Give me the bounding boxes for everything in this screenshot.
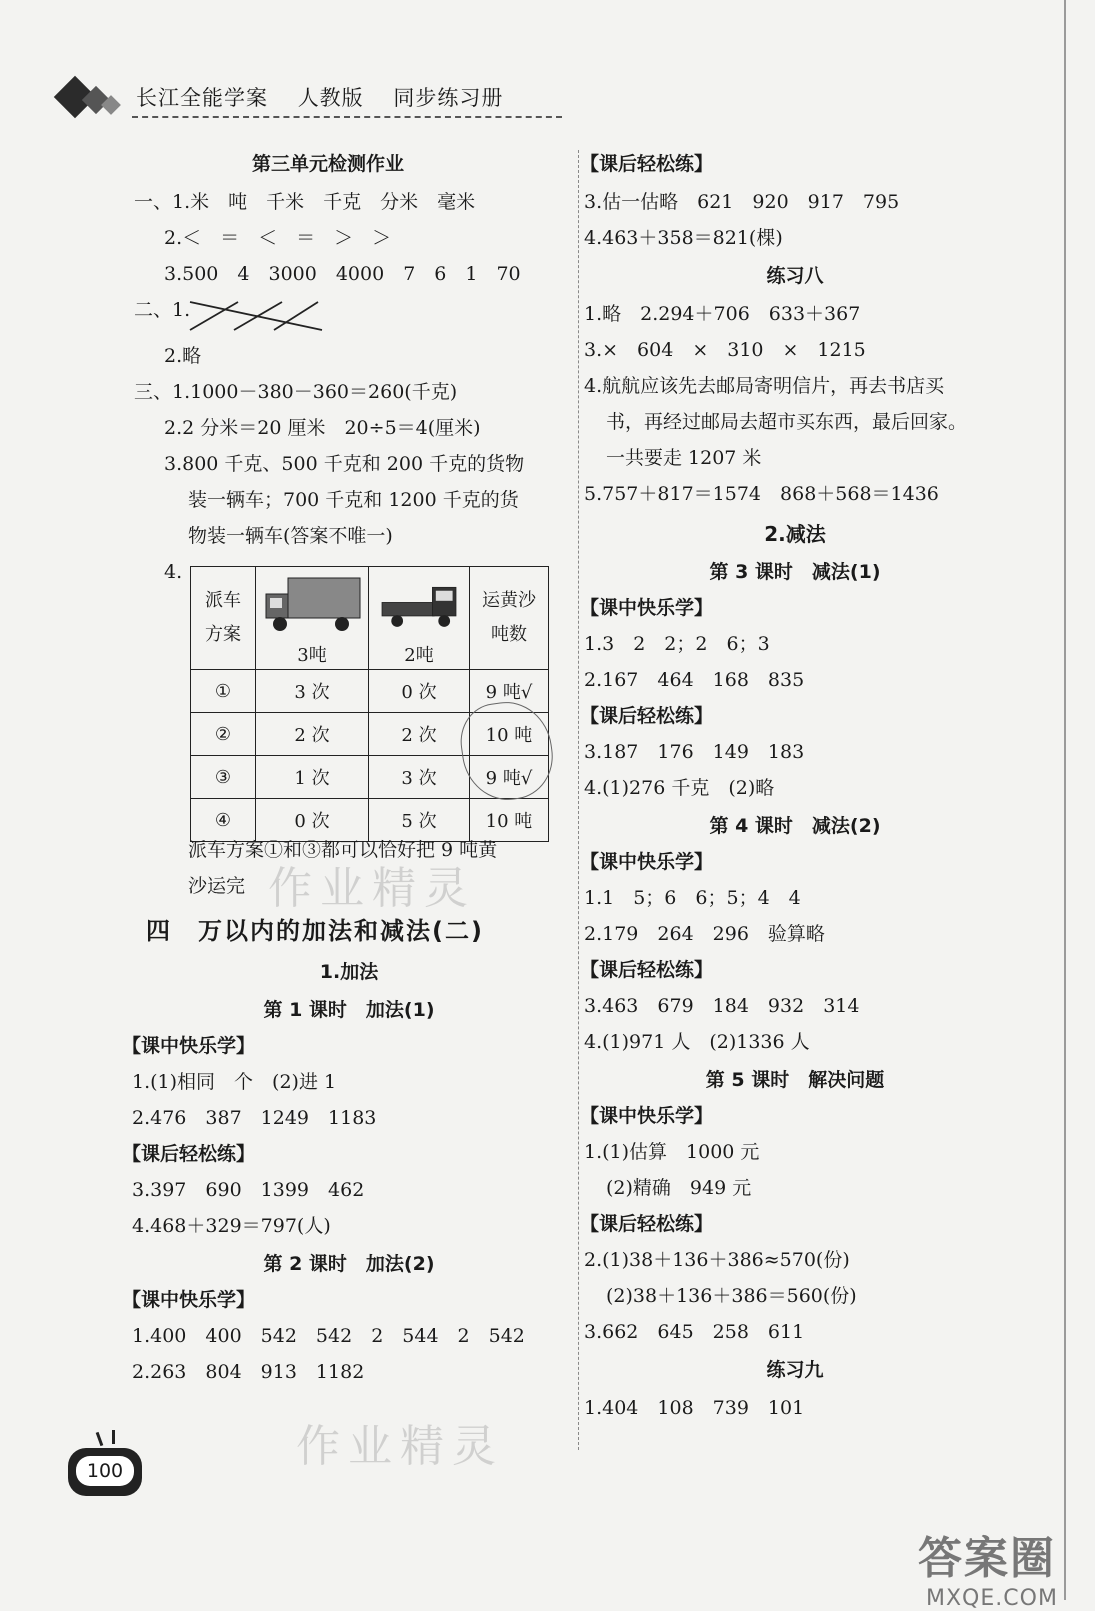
answer-line: 物装一辆车(答案不唯一) [188,525,393,547]
answer-line: 3.187 176 149 183 [584,741,805,763]
answer-line: 4.航航应该先去邮局寄明信片，再去书店买 [584,375,945,397]
answer-line: 2.(1)38＋136＋386≈570(份) [584,1249,850,1271]
answer-line: 装一辆车；700 千克和 1200 千克的货 [188,489,519,511]
header-book: 同步练习册 [393,86,504,110]
trips-2t-cell: 3 次 [369,756,470,799]
page-header [52,72,512,126]
truck-3t-icon [262,574,362,636]
tons-cell: 10 吨 [470,799,549,842]
page-spine [1064,0,1066,1600]
section-tag: 【课中快乐学】 [580,597,714,619]
header-edition: 人教版 [297,86,364,110]
answer-line: 书，再经过邮局去超市买东西，最后回家。 [606,411,968,433]
plan-cell: ② [191,713,256,756]
section-tag: 【课中快乐学】 [122,1035,256,1057]
plan-cell: ③ [191,756,256,799]
header-cell [470,567,549,670]
lesson-title: 第 4 课时 减法(2) [709,815,881,837]
answer-line: 3.800 千克、500 千克和 200 千克的货物 [164,453,525,475]
answer-line: 二、1. [134,299,191,321]
answer-line: 一、1.米 吨 千米 千克 分米 毫米 [134,191,476,213]
answer-line: 1.1 5；6 6；5；4 4 [584,887,801,909]
lesson-title: 第 5 课时 解决问题 [705,1069,885,1091]
section-tag: 【课后轻松练】 [122,1143,256,1165]
answer-line: 2.476 387 1249 1183 [132,1107,377,1129]
answer-line: 3.463 679 184 932 314 [584,995,860,1017]
answer-line: 3.估一估略 621 920 917 795 [584,191,900,213]
plan-cell: ④ [191,799,256,842]
answer-line: 1.400 400 542 542 2 544 2 542 [132,1325,525,1347]
header-rule [132,116,562,118]
answer-line: 三、1.1000－380－360＝260(千克) [134,381,458,403]
lesson-title: 第 1 课时 加法(1) [263,999,435,1021]
trips-3t-cell: 2 次 [256,713,369,756]
answer-line: 2.略 [164,345,202,367]
trips-2t-cell: 0 次 [369,670,470,713]
answer-line: 派车方案①和③都可以恰好把 9 吨黄 [188,839,498,861]
header-series: 长江全能学案 [136,86,268,110]
answer-line: 2.167 464 168 835 [584,669,805,691]
answer-line: 5.757＋817＝1574 868＋568＝1436 [584,483,939,505]
matching-lines-figure [186,296,326,336]
truck-3t-label: 3吨 [297,644,327,666]
exercise-title: 练习九 [766,1359,824,1381]
answer-line: 3.× 604 × 310 × 1215 [584,339,866,361]
header-cell [191,567,256,670]
answer-line: 一共要走 1207 米 [606,447,762,469]
section-tag: 【课中快乐学】 [580,851,714,873]
answer-line: 3.662 645 258 611 [584,1321,805,1343]
header-cell [256,567,369,670]
trips-3t-cell: 1 次 [256,756,369,799]
answer-line: 1.(1)相同 个 (2)进 1 [132,1071,337,1093]
answer-line: 2.2 分米＝20 厘米 20÷5＝4(厘米) [164,417,481,439]
header-title [136,82,525,112]
table-header-row [191,567,549,670]
answer-line: 1.(1)估算 1000 元 [584,1141,760,1163]
answer-line: 2.263 804 913 1182 [132,1361,365,1383]
answer-line: 3.397 690 1399 462 [132,1179,365,1201]
answer-line: 1.略 2.294＋706 633＋367 [584,303,861,325]
answer-line: 4.468＋329＝797(人) [132,1215,331,1237]
tons-cell: 10 吨 [470,713,549,756]
answer-line: 4.463＋358＝821(棵) [584,227,783,249]
answer-line: 4.(1)276 千克 (2)略 [584,777,775,799]
tons-cell: 9 吨√ [470,756,549,799]
section-title: 1.加法 [319,961,379,983]
logo-title: 答案圈 [918,1533,1056,1584]
trips-2t-cell: 5 次 [369,799,470,842]
chapter-title: 四 万以内的加法和减法(二) [146,917,484,945]
section-tag: 【课后轻松练】 [580,1213,714,1235]
page-number: 100 [76,1456,134,1486]
truck-2t-icon [377,574,461,636]
trips-2t-cell: 2 次 [369,713,470,756]
tons-cell: 9 吨√ [470,670,549,713]
answer-line: (2)精确 949 元 [606,1177,752,1199]
section-tag: 【课中快乐学】 [580,1105,714,1127]
antenna-icon [112,1430,115,1444]
section-tag: 【课后轻松练】 [580,959,714,981]
answer-line: 3.500 4 3000 4000 7 6 1 70 [164,263,521,285]
answer-line: 沙运完 [188,875,246,897]
answer-line: 2.179 264 296 验算略 [584,923,825,945]
exercise-title: 练习八 [766,265,824,287]
tons-header: 运黄沙吨数 [482,590,536,645]
watermark-text: 作业精灵 [296,1421,504,1472]
answer-line: 1.404 108 739 101 [584,1397,805,1419]
answer-line: 4. [164,561,183,583]
lesson-title: 第 2 课时 加法(2) [263,1253,435,1275]
plan-header: 派车方案 [205,590,241,645]
truck-2t-label: 2吨 [404,644,434,666]
header-cell [369,567,470,670]
answer-line: 2.＜ ＝ ＜ ＝ ＞ ＞ [164,227,392,249]
logo-url: MXQE.COM [926,1586,1058,1611]
answer-line: (2)38＋136＋386＝560(份) [606,1285,857,1307]
answer-line: 4.(1)971 人 (2)1336 人 [584,1031,810,1053]
trips-3t-cell: 3 次 [256,670,369,713]
answer-line: 1.3 2 2；2 6；3 [584,633,770,655]
column-divider [578,150,579,1450]
page-number-badge [68,1448,142,1496]
section-tag: 【课后轻松练】 [580,153,714,175]
section-tag: 【课后轻松练】 [580,705,714,727]
section-tag: 【课中快乐学】 [122,1289,256,1311]
site-logo [918,1522,1058,1611]
watermark-text: 作业精灵 [268,863,476,914]
trips-3t-cell: 0 次 [256,799,369,842]
section-title: 2.减法 [764,522,826,546]
antenna-icon [96,1432,104,1446]
unit-title: 第三单元检测作业 [252,153,405,175]
plan-cell: ① [191,670,256,713]
lesson-title: 第 3 课时 减法(1) [709,561,881,583]
